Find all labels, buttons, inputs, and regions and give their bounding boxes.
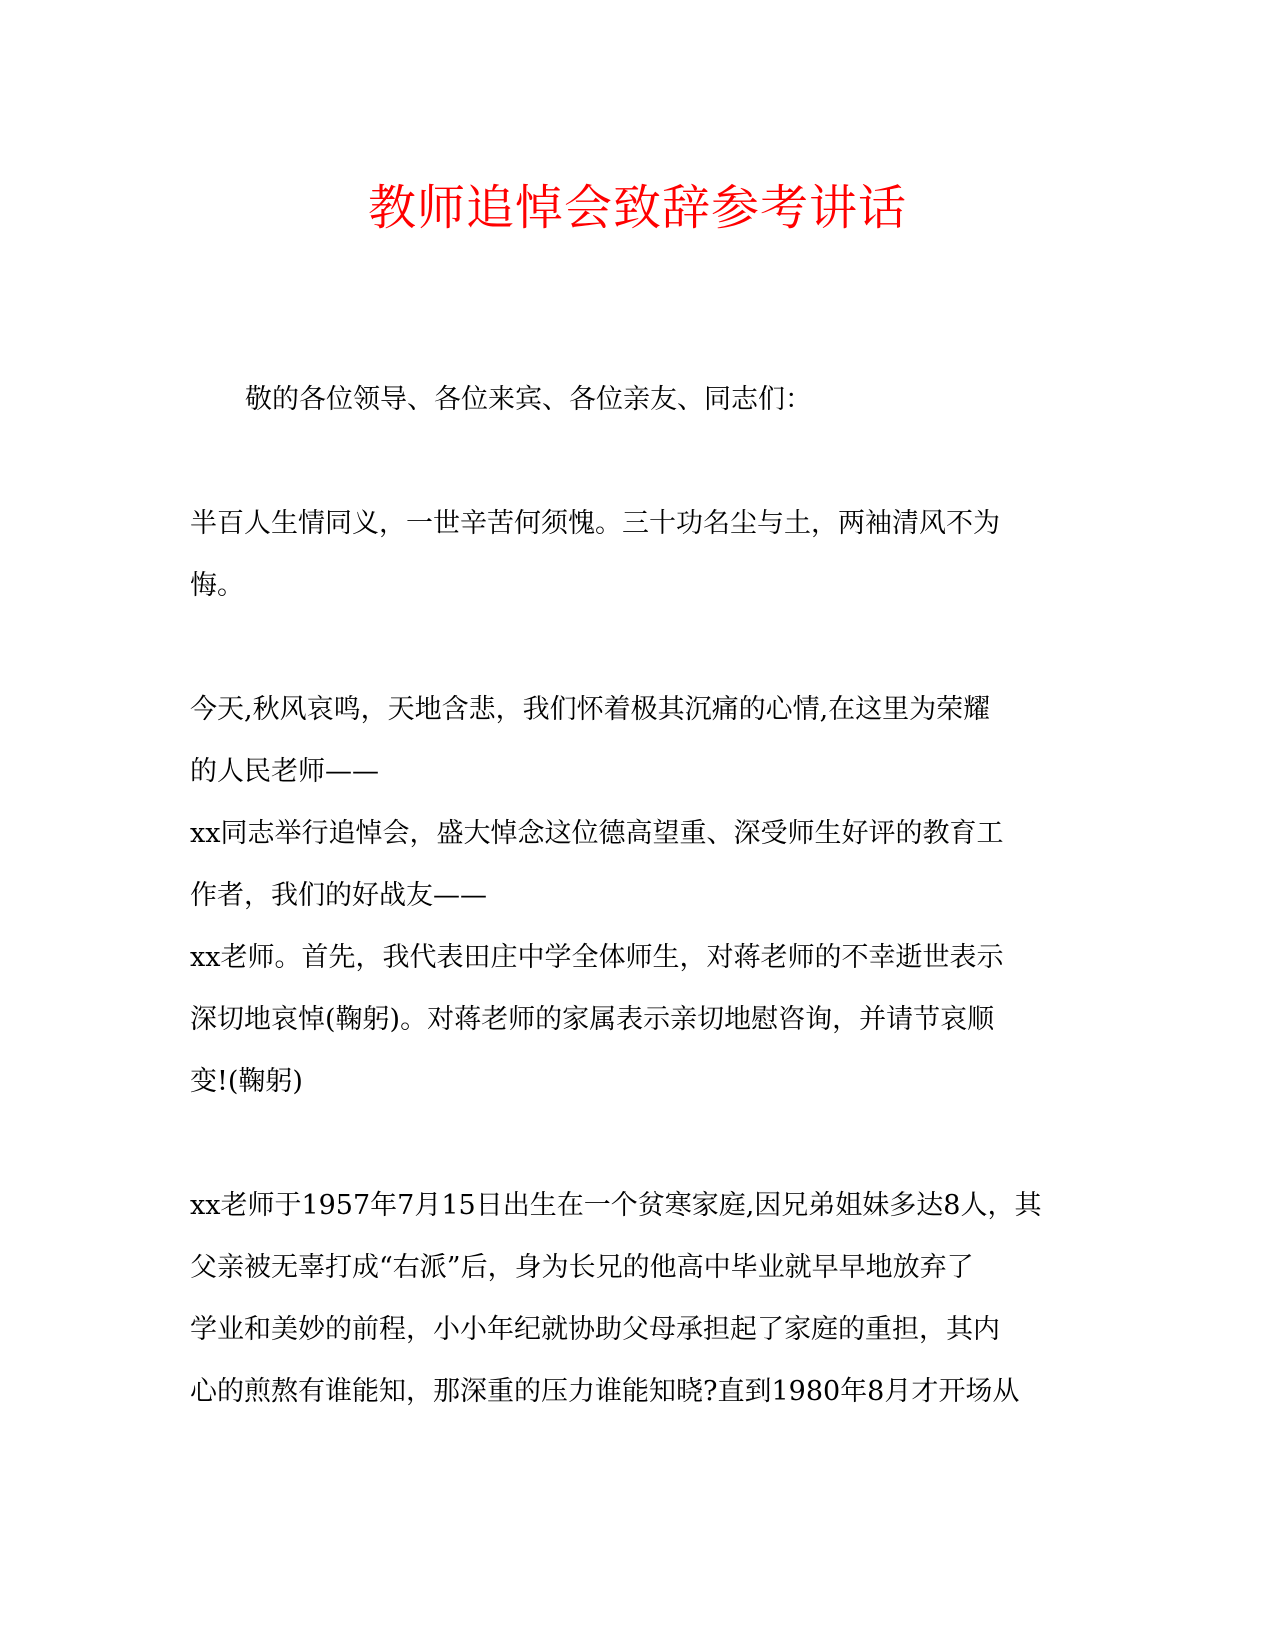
- body-line: xx老师。首先，我代表田庄中学全体师生，对蒋老师的不幸逝世表示: [190, 942, 1004, 973]
- body-line: 深切地哀悼(鞠躬)。对蒋老师的家属表示亲切地慰咨询，并请节哀顺: [190, 1004, 995, 1035]
- body-line: 变!(鞠躬): [190, 1066, 303, 1097]
- body-line: 悔。: [190, 570, 244, 601]
- body-line: 今天,秋风哀鸣，天地含悲，我们怀着极其沉痛的心情,在这里为荣耀: [190, 694, 991, 725]
- body-line: 半百人生情同义，一世辛苦何须愧。三十功名尘与土，两袖清风不为: [190, 508, 1000, 539]
- body-line: 作者，我们的好战友——: [190, 880, 487, 911]
- body-line: xx同志举行追悼会，盛大悼念这位德高望重、深受师生好评的教育工: [190, 818, 1004, 849]
- document-title: 教师追悼会致辞参考讲话: [367, 180, 907, 236]
- body-line: 学业和美妙的前程，小小年纪就协助父母承担起了家庭的重担，其内: [190, 1314, 1000, 1345]
- body-line: xx老师于1957年7月15日出生在一个贫寒家庭,因兄弟姐妹多达8人，其: [190, 1190, 1042, 1221]
- body-line: 心的煎熬有谁能知，那深重的压力谁能知晓?直到1980年8月才开场从: [190, 1376, 1020, 1407]
- body-line: 的人民老师——: [190, 756, 379, 787]
- body-line: 父亲被无辜打成“右派”后，身为长兄的他高中毕业就早早地放弃了: [190, 1252, 974, 1283]
- greeting-line: 敬的各位领导、各位来宾、各位亲友、同志们：: [245, 384, 812, 415]
